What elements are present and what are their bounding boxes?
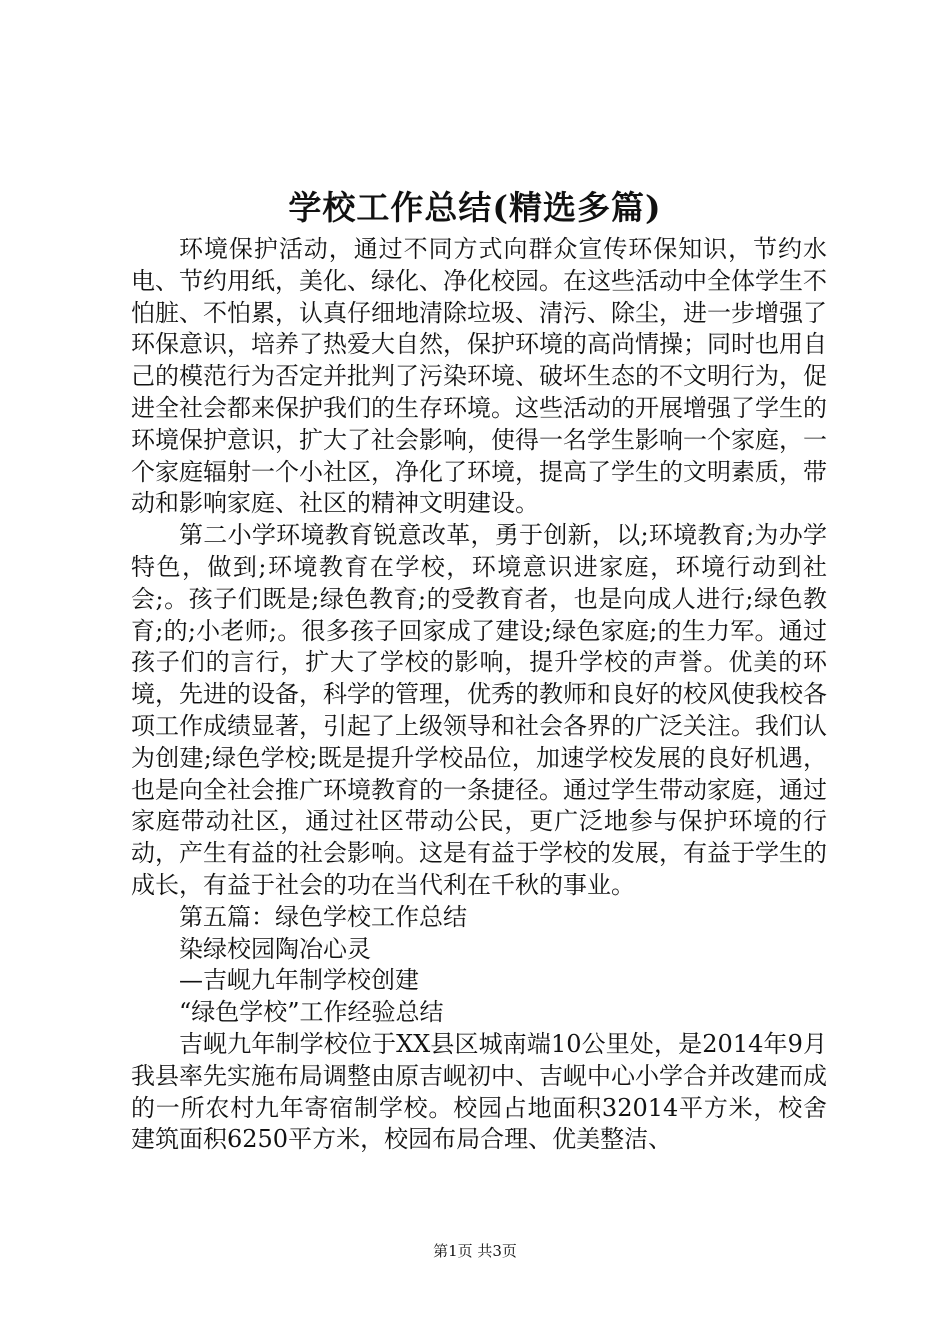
paragraph-green-education: 第二小学环境教育锐意改革，勇于创新，以;环境教育;为办学特色，做到;环境教育在学校，环境意识进家庭，环境行动到社会;。孩子们既是;绿色教育;的受教育者，也是向成人进行;绿色教育;的;小老师;。很多孩子回家成了建设;绿色家庭;的生力军。通过孩子们的言行，扩大了学校的影响，提升学校的声誉。优美的环境，先进的设备，科学的管理，优秀的教师和良好的校风使我校各项工作成绩显著，引起了上级领导和社会各界的广泛关注。我们认为创建;绿色学校;既是提升学校品位，加速学校发展的良好机遇，也是向全社会推广环境教育的一条捷径。通过学生带动家庭，通过家庭带动社区，通过社区带动公民，更广泛地参与保护环境的行动，产生有益的社会影响。这是有益于学校的发展，有益于学生的成长，有益于社会的功在当代利在千秋的事业。 — [131, 521, 827, 899]
section-heading: 第五篇：绿色学校工作总结 — [179, 902, 467, 931]
paragraph-school-intro: 吉岘九年制学校位于XX县区城南端10公里处，是2014年9月我县率先实施布局调整由原吉岘初中、吉岘中心小学合并改建而成的一所农村九年寄宿制学校。校园占地面积32014平方米，校舍建筑面积6250平方米，校园布局合理、优美整洁、 — [131, 1029, 827, 1154]
page-footer: 第1页 共3页 — [433, 1242, 517, 1260]
subtitle-line: “绿色学校”工作经验总结 — [179, 998, 444, 1027]
subtitle-line: 染绿校园陶冶心灵 — [179, 934, 371, 963]
document-body — [131, 234, 827, 1156]
subtitle-line: —吉岘九年制学校创建 — [179, 966, 419, 995]
document-title: 学校工作总结(精选多篇) — [288, 188, 662, 227]
paragraph-environment-activities: 环境保护活动，通过不同方式向群众宣传环保知识，节约水电、节约用纸，美化、绿化、净化校园。在这些活动中全体学生不怕脏、不怕累，认真仔细地清除垃圾、清污、除尘，进一步增强了环保意识，培养了热爱大自然，保护环境的高尚情操；同时也用自己的模范行为否定并批判了污染环境、破坏生态的不文明行为，促进全社会都来保护我们的生存环境。这些活动的开展增强了学生的环境保护意识，扩大了社会影响，使得一名学生影响一个家庭，一个家庭辐射一个小社区，净化了环境，提高了学生的文明素质，带动和影响家庭、社区的精神文明建设。 — [131, 235, 827, 518]
